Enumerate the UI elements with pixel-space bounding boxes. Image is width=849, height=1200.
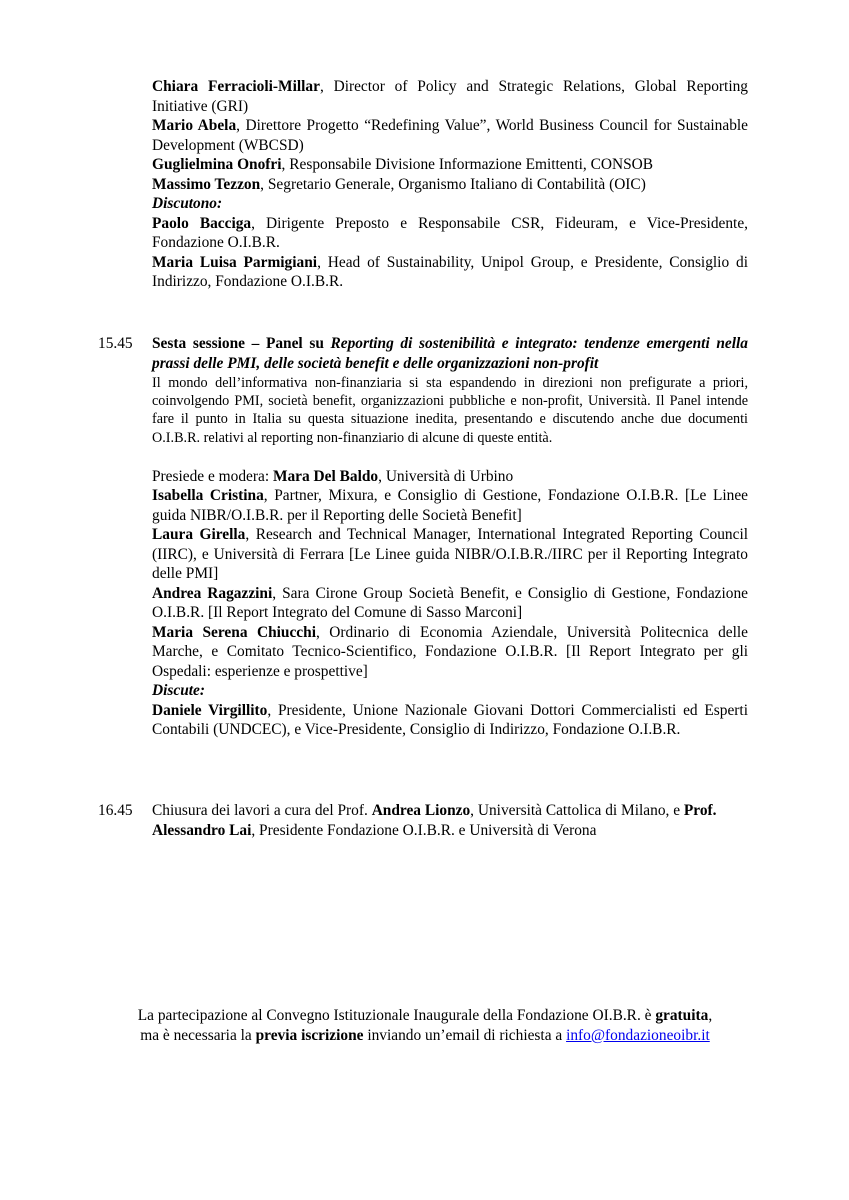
- session6-chair: [152, 467, 748, 487]
- speaker-role: , Partner, Mixura, e Consiglio di Gestione, Fondazione O.I.B.R. [Le Linee guida NIBR/O.I.B.R. per il Reporting delle Società Benefit]: [152, 487, 748, 524]
- speaker-name: Isabella Cristina: [152, 487, 264, 505]
- notice-registration: previa iscrizione: [255, 1026, 364, 1044]
- closing-speaker-2: Prof. Alessandro Lai: [152, 802, 717, 839]
- notice-line-1: [60, 1006, 790, 1026]
- session6-title-topic: Reporting di sostenibilità e integrato: tendenze emergenti nella prassi delle PMI, delle società benefit e delle organizzazioni non-profit: [152, 335, 748, 372]
- closing-time: 16.45: [98, 802, 133, 819]
- notice-free: gratuita: [655, 1007, 709, 1024]
- discussant-name: Paolo Bacciga: [152, 214, 252, 232]
- discussant-entry: [152, 253, 748, 292]
- email-link[interactable]: info@fondazioneoibr.it: [566, 1026, 710, 1044]
- discussant-entry: [152, 214, 748, 253]
- speaker-entry: [152, 584, 748, 623]
- discussant-entry: [152, 701, 748, 740]
- notice-text: inviando un’email di richiesta a: [363, 1026, 567, 1044]
- speaker-entry: [152, 486, 748, 525]
- speaker-role: , Director of Policy and Strategic Relations, Global Reporting Initiative (GRI): [152, 78, 748, 115]
- speaker-role: , Ordinario di Economia Aziendale, Università Politecnica delle Marche, e Comitato Tecnico-Scientifico, Fondazione O.I.B.R. [Il Report Integrato per gli Ospedali: esperienze e prospettive]: [152, 623, 748, 680]
- notice-text: La partecipazione al Convegno Istituzionale Inaugurale della Fondazione OI.B.R. è: [137, 1007, 656, 1024]
- speaker-name: Maria Serena Chiucchi: [152, 623, 316, 641]
- notice-text: ,: [708, 1007, 713, 1024]
- speaker-role: , Responsabile Divisione Informazione Emittenti, CONSOB: [281, 156, 654, 173]
- discussants-label: Discutono:: [152, 195, 223, 212]
- discussant-label: Discute:: [152, 682, 206, 700]
- chair-label: Presiede e modera:: [152, 467, 273, 485]
- registration-notice: [60, 1006, 790, 1045]
- closing-speaker-1: Andrea Lionzo: [371, 802, 471, 819]
- speaker-entry: [152, 175, 748, 195]
- session6-block: [152, 334, 748, 740]
- speaker-name: Chiara Ferracioli-Millar: [152, 78, 320, 95]
- speaker-entry: [152, 525, 748, 584]
- speaker-role: , Segretario Generale, Organismo Italiano di Contabilità (OIC): [260, 175, 646, 193]
- discussant-role: , Head of Sustainability, Unipol Group, e Presidente, Consiglio di Indirizzo, Fondazione O.I.B.R.: [152, 253, 748, 290]
- speaker-role: , Research and Technical Manager, International Integrated Reporting Council (IIRC), e Università di Ferrara [Le Linee guida NIBR/O.I.B.R./IIRC per il Reporting Integrato delle PMI]: [152, 526, 749, 583]
- speaker-entry: [152, 116, 748, 155]
- speaker-name: Guglielmina Onofri: [152, 156, 282, 173]
- session6-title: [152, 334, 748, 373]
- speaker-role: , Sara Cirone Group Società Benefit, e Consiglio di Gestione, Fondazione O.I.B.R. [Il Report Integrato del Comune di Sasso Marconi]: [152, 584, 748, 622]
- closing-text: [152, 801, 748, 840]
- speaker-name: Laura Girella: [152, 526, 246, 544]
- speaker-entry: [152, 77, 748, 116]
- discussant-role: , Presidente, Unione Nazionale Giovani Dottori Commercialisti ed Esperti Contabili (UNDCEC), e Vice-Presidente, Consiglio di Indirizzo, Fondazione O.I.B.R.: [152, 701, 748, 739]
- speaker-entry: [152, 155, 748, 175]
- speaker-role: , Direttore Progetto “Redefining Value”, World Business Council for Sustainable Development (WBCSD): [152, 117, 749, 154]
- closing-text-part: Chiusura dei lavori a cura del Prof.: [152, 802, 372, 819]
- discussant-role: , Dirigente Preposto e Responsabile CSR, Fideuram, e Vice-Presidente, Fondazione O.I.B.R.: [152, 214, 748, 251]
- speaker-name: Massimo Tezzon: [152, 175, 261, 193]
- chair-role: , Università di Urbino: [378, 467, 514, 485]
- closing-text-part: , Università Cattolica di Milano, e: [470, 802, 684, 819]
- session6-description: Il mondo dell’informativa non-finanziaria si sta espandendo in direzioni non prefigurate a priori, coinvolgendo PMI, società benefit, organizzazioni pubbliche e non-profit, Università. Il Panel intende fare il punto in Italia su questa situazione inedita, presentando e discutendo anche due documenti O.I.B.R. relativi al reporting non-finanziario di alcune di queste entità.: [152, 375, 748, 446]
- session6-title-prefix: Sesta sessione – Panel su: [152, 335, 331, 352]
- notice-text: ma è necessaria la: [140, 1026, 256, 1044]
- panel5-speaker-block: [152, 77, 748, 292]
- discussant-name: Maria Luisa Parmigiani: [152, 253, 318, 271]
- chair-name: Mara Del Baldo: [272, 467, 379, 485]
- closing-text-part: , Presidente Fondazione O.I.B.R. e Università di Verona: [251, 821, 597, 839]
- discussant-name: Daniele Virgillito: [152, 701, 268, 719]
- closing-block: [152, 801, 748, 840]
- session6-time: 15.45: [98, 335, 133, 352]
- notice-line-2: [60, 1026, 790, 1046]
- speaker-entry: [152, 623, 748, 682]
- speaker-name: Andrea Ragazzini: [152, 584, 273, 602]
- speaker-name: Mario Abela: [152, 117, 237, 134]
